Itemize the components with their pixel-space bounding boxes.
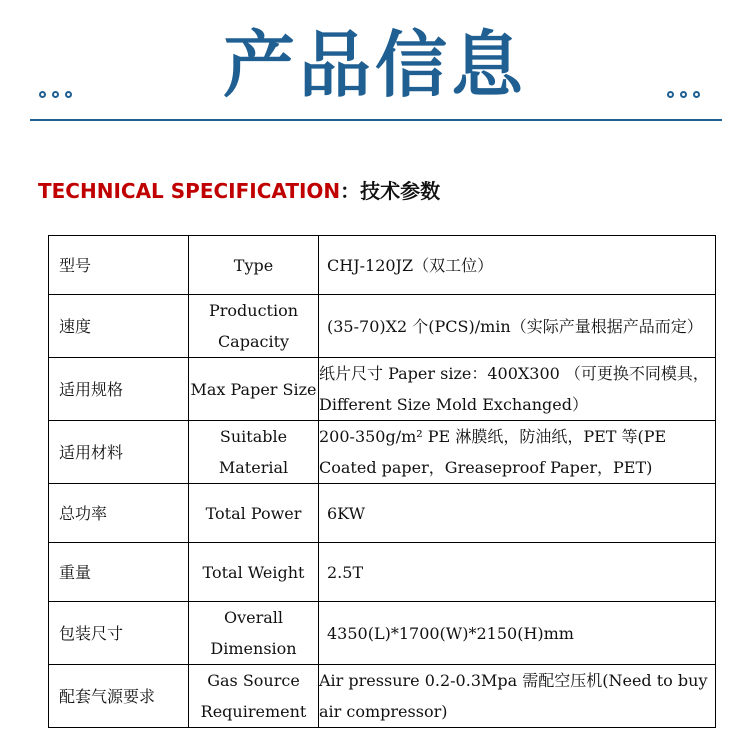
table-row xyxy=(49,421,716,484)
table-row xyxy=(49,543,716,602)
table-row xyxy=(49,358,716,421)
decorative-dots-right xyxy=(667,91,700,98)
row-label-en: Total Power xyxy=(189,484,319,543)
dot-icon xyxy=(667,91,674,98)
spec-table xyxy=(48,235,716,728)
row-value: 200-350g/m² PE 淋膜纸，防油纸，PET 等(PE Coated paper，Greaseproof Paper，PET) xyxy=(319,421,716,484)
row-value: 2.5T xyxy=(319,543,716,602)
table-row xyxy=(49,295,716,358)
section-title-en: TECHNICAL SPECIFICATION xyxy=(38,179,341,203)
row-value: CHJ-120JZ（双工位） xyxy=(319,236,716,295)
dot-icon xyxy=(693,91,700,98)
dot-icon xyxy=(65,91,72,98)
row-value: 4350(L)*1700(W)*2150(H)mm xyxy=(319,602,716,665)
row-label-en: Suitable Material xyxy=(189,421,319,484)
row-label-cn: 配套气源要求 xyxy=(49,665,189,728)
row-label-cn: 速度 xyxy=(49,295,189,358)
row-label-en: Max Paper Size xyxy=(189,358,319,421)
table-row xyxy=(49,665,716,728)
row-label-en: Total Weight xyxy=(189,543,319,602)
section-title-cn: ：技术参数 xyxy=(340,179,441,203)
dot-icon xyxy=(680,91,687,98)
row-label-cn: 型号 xyxy=(49,236,189,295)
row-value: (35-70)X2 个(PCS)/min（实际产量根据产品而定） xyxy=(319,295,716,358)
dot-icon xyxy=(52,91,59,98)
row-label-cn: 包装尺寸 xyxy=(49,602,189,665)
page-title: 产品信息 xyxy=(222,23,527,107)
dot-icon xyxy=(39,91,46,98)
row-label-en: Type xyxy=(189,236,319,295)
row-label-cn: 适用材料 xyxy=(49,421,189,484)
row-value: 6KW xyxy=(319,484,716,543)
table-row xyxy=(49,236,716,295)
row-label-en: Gas Source Requirement xyxy=(189,665,319,728)
row-value: Air pressure 0.2-0.3Mpa 需配空压机(Need to buy air compressor) xyxy=(319,665,716,728)
table-row xyxy=(49,484,716,543)
header-divider xyxy=(30,119,722,121)
section-heading xyxy=(38,176,440,206)
row-label-cn: 重量 xyxy=(49,543,189,602)
decorative-dots-left xyxy=(39,91,72,98)
row-label-cn: 总功率 xyxy=(49,484,189,543)
table-row xyxy=(49,602,716,665)
row-label-cn: 适用规格 xyxy=(49,358,189,421)
row-label-en: Production Capacity xyxy=(189,295,319,358)
row-value: 纸片尺寸 Paper size：400X300 （可更换不同模具，Different Size Mold Exchanged） xyxy=(319,358,716,421)
row-label-en: Overall Dimension xyxy=(189,602,319,665)
